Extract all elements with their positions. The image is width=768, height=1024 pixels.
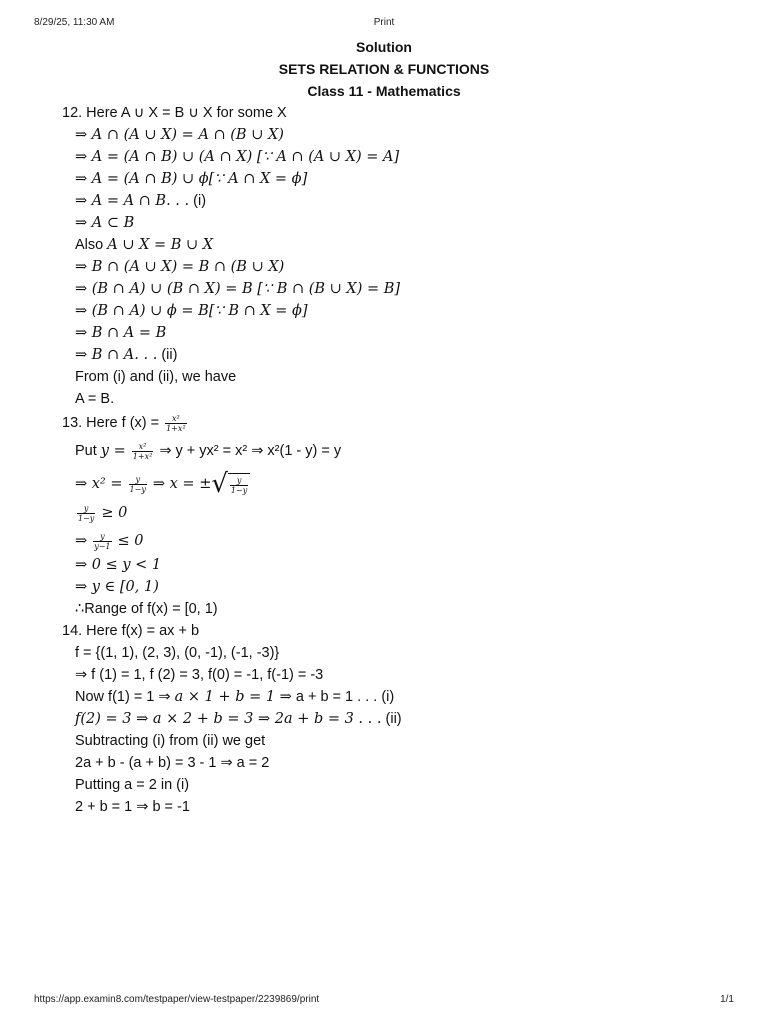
denominator: 1−y [230,486,248,496]
class-title: Class 11 - Mathematics [307,83,461,99]
q13-conclusion: ∴Range of f(x) = [0, 1) [75,601,218,617]
numerator: y [230,476,248,486]
q13-step-math: ⇒ [75,533,88,549]
q12-step [75,235,213,255]
topic-title: SETS RELATION & FUNCTIONS [278,61,490,77]
q14-step: f = {(1, 1), (2, 3), (0, -1), (-1, -3)} [75,645,280,661]
q13-step-text: ⇒ y + yx² = x² ⇒ x²(1 - y) = y [159,443,342,459]
q13-step: ⇒ y ∈ [0, 1) [75,579,159,595]
q12-step: From (i) and (ii), we have [75,369,237,385]
denominator: 1−y [129,484,146,494]
q14-statement: 14. Here f(x) = ax + b [62,623,200,639]
print-title: Print [373,17,395,28]
q12-step-math: A ∪ X = B ∪ X [107,237,214,253]
q12-step: ⇒ A = (A ∩ B) ∪ (A ∩ X) [∵ A ∩ (A ∪ X) = A] [75,149,400,165]
fraction [129,475,147,494]
eq-tag: (i) [193,193,207,209]
page-url: https://app.examin8.com/testpaper/view-testpaper/2239869/print [34,994,320,1005]
eq-tag: (ii) [385,711,402,727]
q14-step: Putting a = 2 in (i) [75,777,190,793]
q14-step [75,709,402,729]
q13-step-math: ⇒ x = ± [152,475,212,492]
fraction [165,414,187,433]
q14-step-math: a × 1 + b = 1 ⇒ [174,689,292,705]
q12-also: Also [75,237,104,253]
q14-step-math: f(2) = 3 ⇒ a × 2 + b = 3 ⇒ 2a + b = 3 . . . [75,711,382,727]
fraction [132,442,154,461]
q12-statement: 12. Here A ∪ X = B ∪ X for some X [62,105,287,121]
document-titles [0,36,768,102]
q13-label: 13. Here f (x) = [62,415,160,431]
q13-step-math: ⇒ x² = [75,475,123,492]
q12-step-math: ⇒ A = A ∩ B. . . [75,193,190,209]
q12-step [75,345,177,365]
radicand [228,473,250,496]
q13-step [75,441,341,461]
put-label: Put [75,443,97,459]
q13-step-math: ≤ 0 [117,533,144,549]
q12-conclusion: A = B. [75,391,115,407]
q12-step: ⇒ B ∩ A = B [75,325,167,341]
denominator: 1+x² [166,423,186,433]
q12-step: ⇒ (B ∩ A) ∪ (B ∩ X) = B [∵ B ∩ (B ∪ X) = B] [75,281,401,297]
fraction [93,532,111,551]
q13-step [75,531,144,551]
q12-step: ⇒ B ∩ (A ∪ X) = B ∩ (B ∪ X) [75,259,285,275]
numerator: y [93,532,111,542]
fraction [230,476,248,495]
q13-step: ⇒ 0 ≤ y < 1 [75,557,162,573]
q14-step-text: a + b = 1 . . . (i) [295,689,395,705]
print-datetime: 8/29/25, 11:30 AM [34,17,115,28]
page-number: 1/1 [720,994,734,1005]
q14-step [75,687,394,707]
q14-step: 2a + b - (a + b) = 3 - 1 ⇒ a = 2 [75,755,270,771]
q12-step: ⇒ (B ∩ A) ∪ ϕ = B[∵ B ∩ X = ϕ] [75,303,308,319]
eq-tag: (ii) [161,347,178,363]
q12-step: ⇒ A = (A ∩ B) ∪ ϕ[∵ A ∩ X = ϕ] [75,171,308,187]
solution-title: Solution [356,39,412,55]
q14-step-text: Now f(1) = 1 ⇒ [75,689,171,705]
q14-step: ⇒ f (1) = 1, f (2) = 3, f(0) = -1, f(-1) = -3 [75,667,324,683]
q14-conclusion: 2 + b = 1 ⇒ b = -1 [75,799,190,815]
q12-step: ⇒ A ⊂ B [75,215,135,231]
q12-step: ⇒ A ∩ (A ∪ X) = A ∩ (B ∪ X) [75,127,284,143]
q12-step [75,191,206,211]
denominator: 1+x² [132,451,153,461]
square-root-icon: √ [211,469,228,499]
numerator: x² [165,414,187,424]
q13-step-math: y = [100,443,126,459]
q12-step-math: ⇒ B ∩ A. . . [75,347,158,363]
q13-step [75,471,250,497]
q13-statement [62,413,189,433]
q14-step: Subtracting (i) from (ii) we get [75,733,266,749]
denominator: 1−y [78,513,95,523]
numerator: y [129,475,147,485]
q13-step [75,503,127,523]
q13-step-math: ≥ 0 [101,505,128,521]
fraction [77,504,95,523]
denominator: y−1 [94,541,111,551]
numerator: x² [132,442,154,452]
numerator: y [77,504,95,514]
